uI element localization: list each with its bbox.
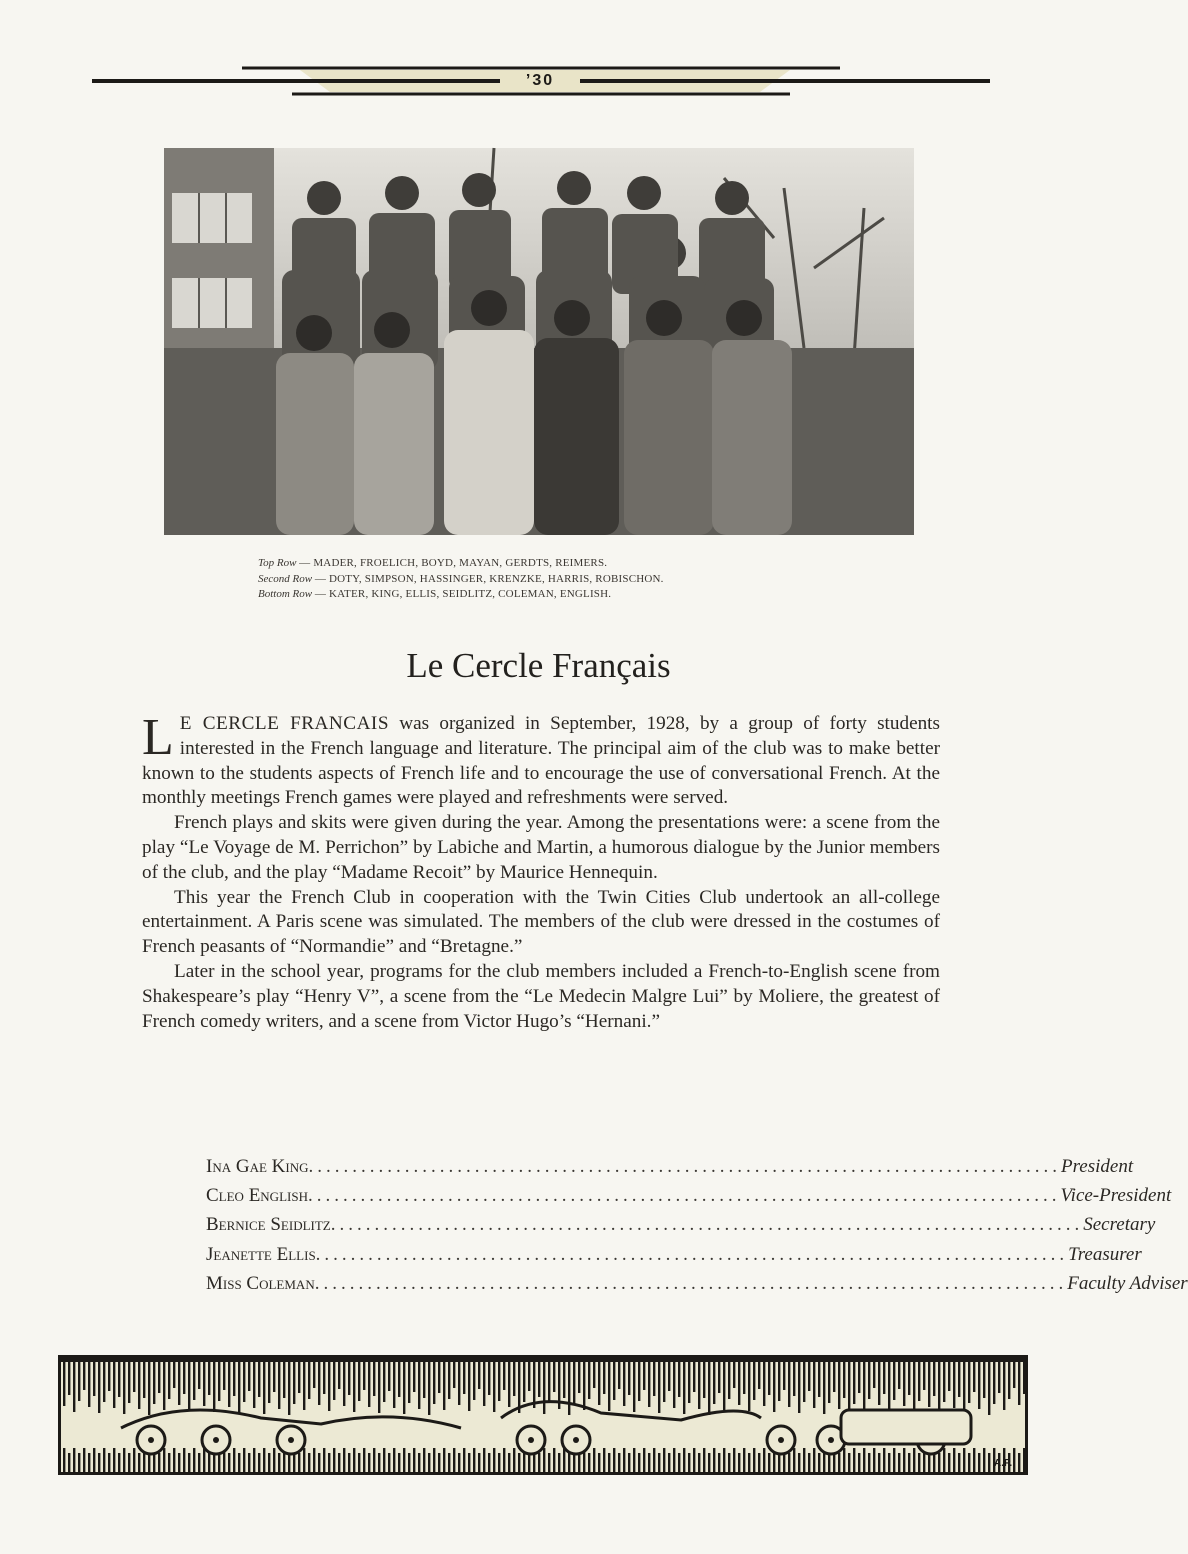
officer-row xyxy=(206,1181,1172,1210)
page-header xyxy=(0,0,1107,110)
officer-name: Cleo English xyxy=(206,1185,308,1207)
officer-role: Secretary xyxy=(1083,1214,1156,1236)
dot-leader: ...................................................................................... xyxy=(314,1272,1068,1294)
caption-row xyxy=(258,587,818,603)
carriage-procession-icon xyxy=(61,1358,1025,1472)
article-body xyxy=(142,709,940,1034)
officer-name: Bernice Seidlitz xyxy=(206,1214,331,1236)
group-photo xyxy=(164,148,914,535)
dot-leader: ...................................................................................... xyxy=(308,1156,1061,1177)
officer-name: Jeanette Ellis xyxy=(206,1243,316,1265)
officer-role: President xyxy=(1060,1156,1134,1177)
caption-row-label: Top Row xyxy=(258,557,297,569)
caption-row-label: Bottom Row xyxy=(258,588,313,600)
photo-caption xyxy=(258,556,818,603)
dot-leader: ...................................................................................... xyxy=(315,1243,1069,1265)
officer-name: Miss Coleman xyxy=(206,1272,315,1294)
footer-illustration xyxy=(58,1355,1028,1475)
caption-row xyxy=(258,556,818,572)
header-rule-ornament xyxy=(0,0,1107,110)
officer-name: Ina Gae King xyxy=(206,1156,309,1177)
paragraph: This year the French Club in cooperation with the Twin Cities Club undertook an all-college entertainment. A Paris scene was simulated. The members of the club were dressed in the costumes of French peasants of “Normandie” and “Bretagne.” xyxy=(142,886,940,958)
page-number: ’30 xyxy=(525,72,555,89)
group-photo-icon xyxy=(164,148,914,535)
dot-leader: ...................................................................................... xyxy=(330,1214,1084,1236)
officer-role: Vice-President xyxy=(1060,1185,1172,1207)
paragraph: Later in the school year, programs for the club members included a French-to-English scene from Shakespeare’s play “Henry V”, a scene from the “Le Medecin Malgre Lui” by Moliere, the greatest of French comedy writers, and a scene from Victor Hugo’s “Hernani.” xyxy=(142,960,940,1032)
page-title: Le Cercle Français xyxy=(406,646,671,685)
caption-row-names: — MADER, FROELICH, BOYD, MAYAN, GERDTS, REIMERS. xyxy=(299,557,608,569)
paragraph-text: was organized in September, 1928, by a group of forty students interested in the French language and literature. The principal aim of the club was to make better known to the students aspects of French life and to encourage the use of conversational French. At the monthly meetings French games were played and refreshments were served. xyxy=(142,713,940,809)
officer-role: Treasurer xyxy=(1068,1243,1142,1265)
artist-signature: A.P. xyxy=(994,1458,1013,1469)
paragraph: French plays and skits were given during the year. Among the presentations were: a scene from the play “Le Voyage de M. Perrichon” by Labiche and Martin, a humorous dialogue by the Junior members of the club, and the play “Madame Recoit” by Maurice Hennequin. xyxy=(142,812,940,883)
officer-row xyxy=(206,1269,1188,1298)
officer-role: Faculty Adviser xyxy=(1067,1272,1188,1294)
officer-row xyxy=(206,1240,1142,1269)
officer-row xyxy=(206,1152,1134,1181)
caption-row-names: — KATER, KING, ELLIS, SEIDLITZ, COLEMAN, ENGLISH. xyxy=(314,588,612,600)
officer-row xyxy=(206,1210,1156,1239)
caption-row xyxy=(258,572,818,588)
paragraph xyxy=(142,709,940,811)
officers-list xyxy=(206,1152,1188,1298)
lead-caps: E CERCLE FRANCAIS xyxy=(179,713,389,734)
drop-cap: L xyxy=(142,709,174,766)
dot-leader: ...................................................................................... xyxy=(307,1185,1061,1207)
caption-row-names: — DOTY, SIMPSON, HASSINGER, KRENZKE, HARRIS, ROBISCHON. xyxy=(314,572,664,585)
caption-row-label: Second Row xyxy=(258,572,313,585)
